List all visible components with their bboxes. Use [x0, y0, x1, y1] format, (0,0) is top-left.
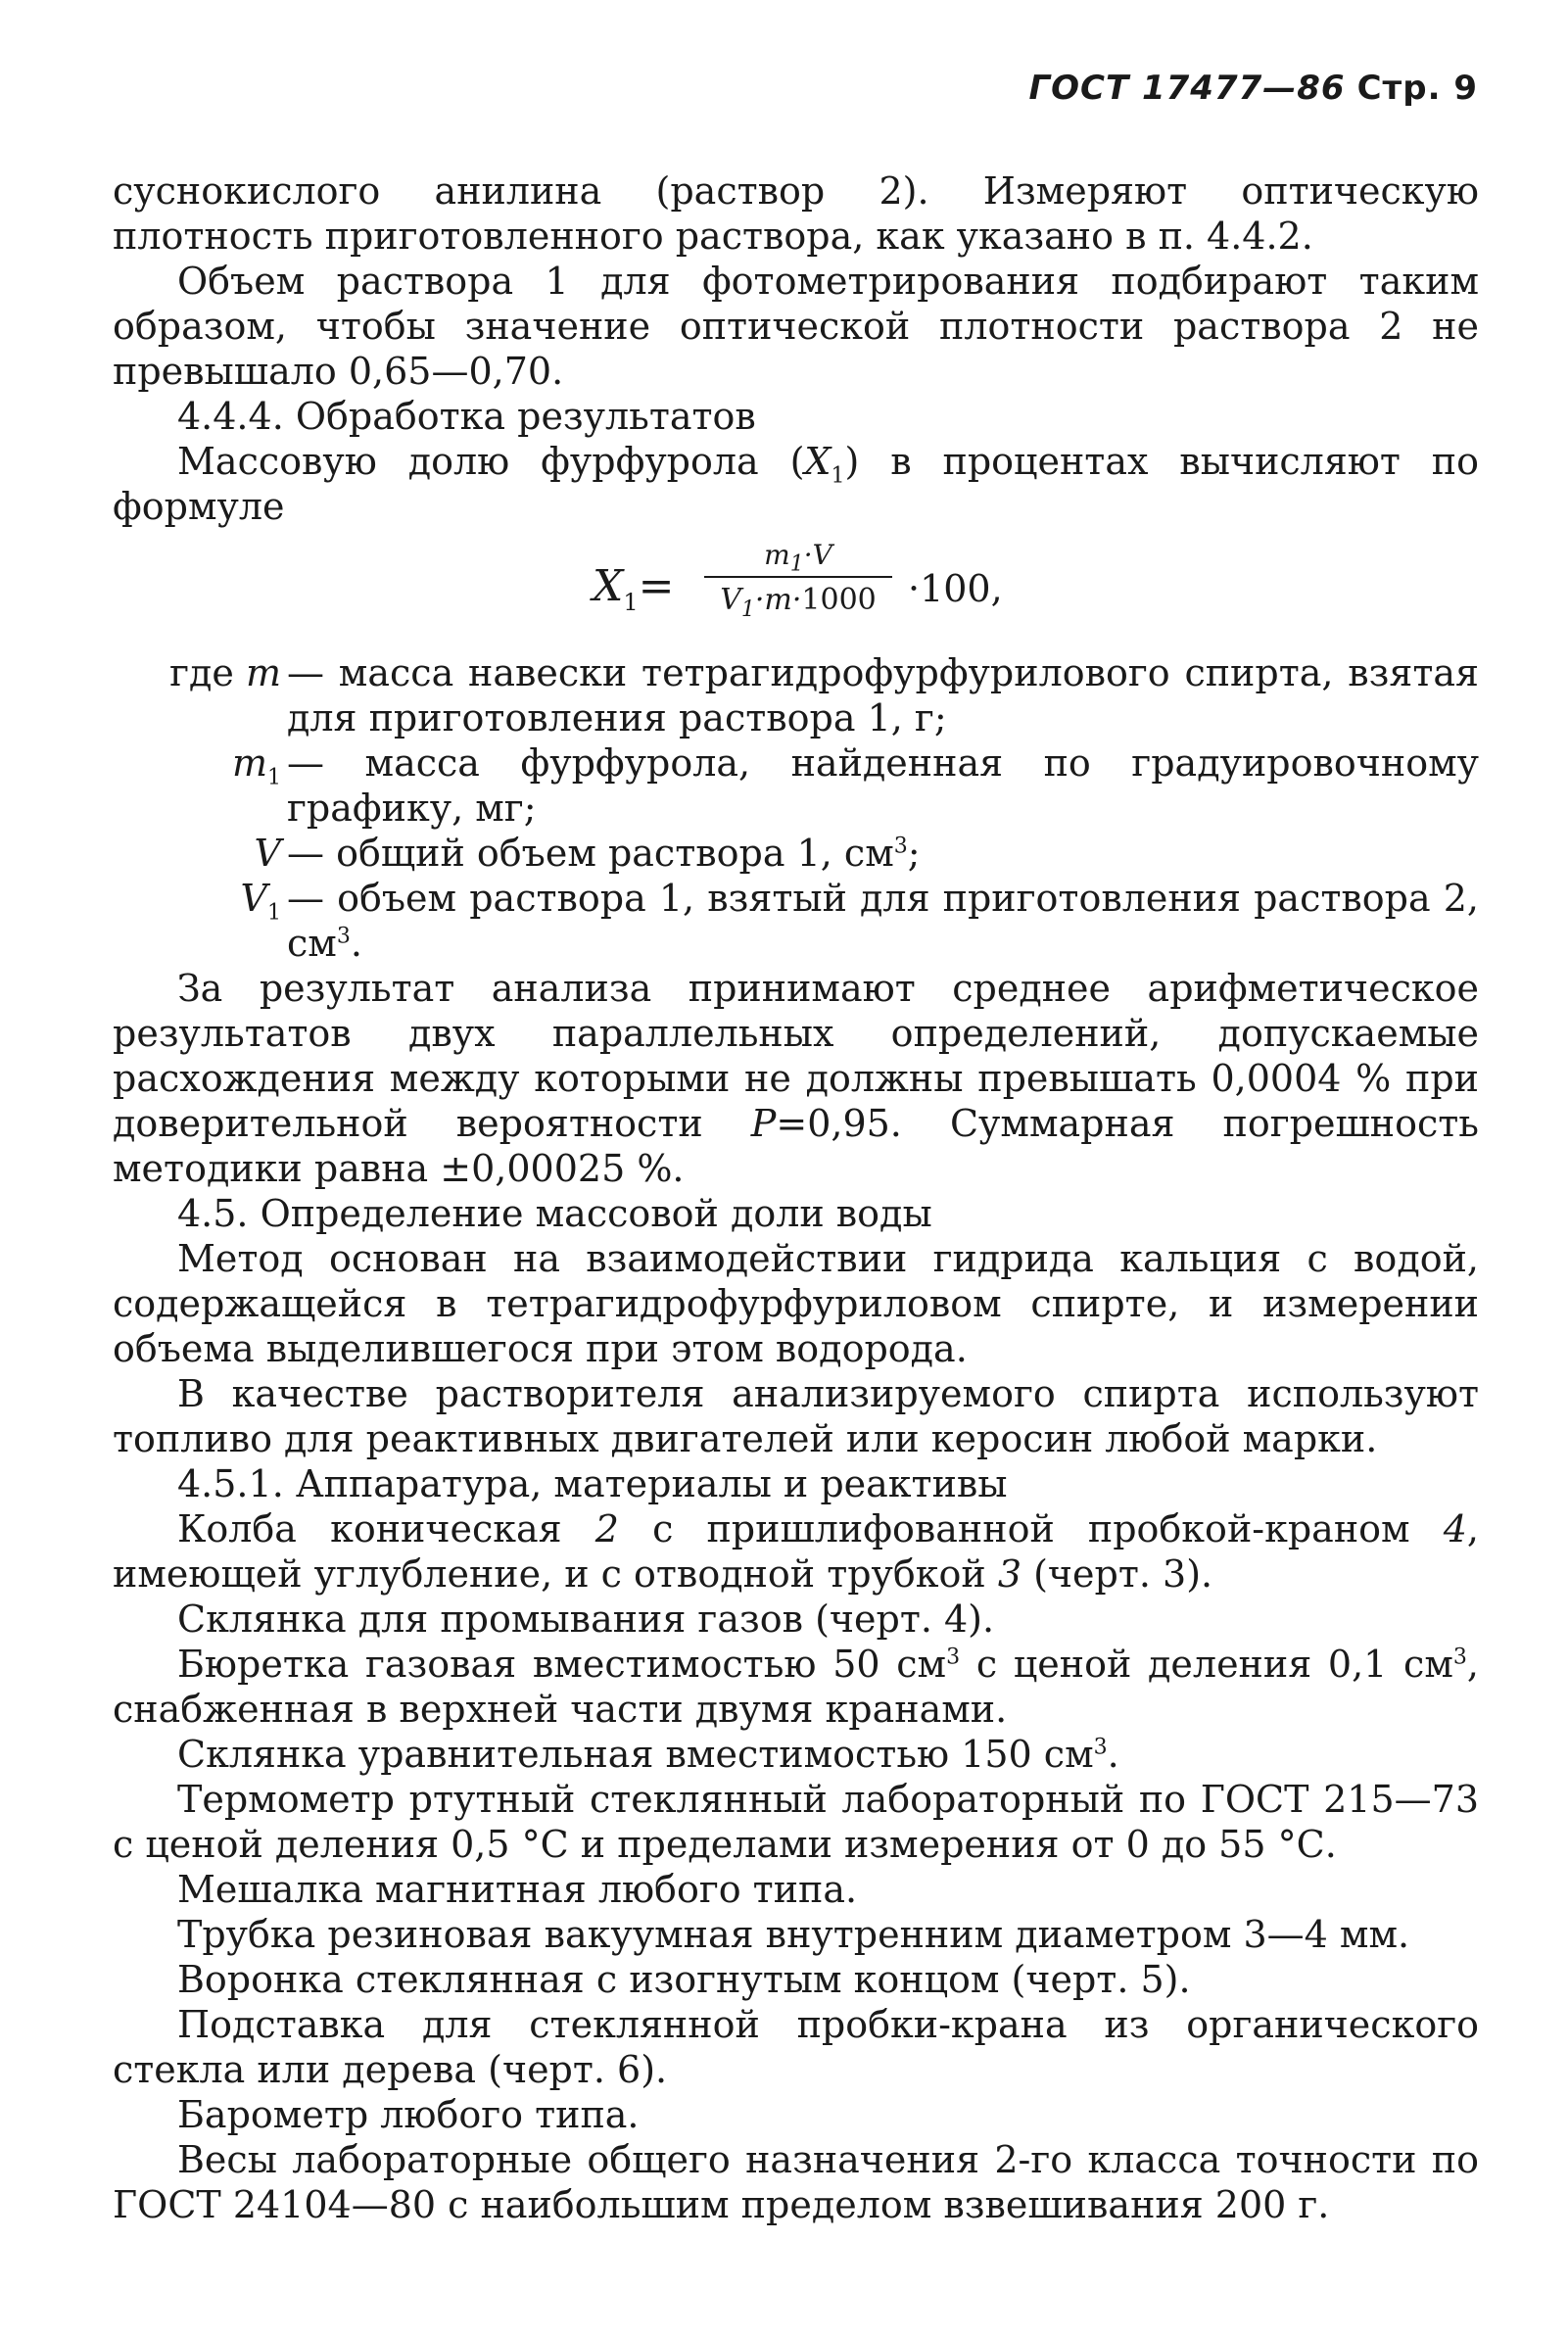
- formula-multiplier: ·100,: [908, 567, 1003, 610]
- page-number: Стр. 9: [1356, 69, 1478, 108]
- paragraph: Метод основан на взаимодействии гидрида кальция с водой, содержащейся в тетрагидрофурфуриловом спирте, и измерении объема выделившегося при этом водорода.: [113, 1237, 1479, 1370]
- definition-item: где m — масса навески тетрагидрофурфурилового спирта, взятая для приготовления раствора 1, г;: [169, 651, 1479, 739]
- paragraph: В качестве растворителя анализируемого спирта используют топливо для реактивных двигателей или керосин любой марки.: [113, 1372, 1479, 1460]
- section-heading: 4.4.4. Обработка результатов: [177, 395, 756, 438]
- paragraph: За результат анализа принимают среднее арифметическое результатов двух параллельных определений, допускаемые расхождения между которыми не должны превышать 0,0004 % при доверительной вероятности P=0,95. Суммарная погрешность методики равна ±0,00025 %.: [113, 967, 1479, 1190]
- paragraph: Трубка резиновая вакуумная внутренним диаметром 3—4 мм.: [177, 1913, 1410, 1956]
- paragraph: Склянка для промывания газов (черт. 4).: [177, 1598, 995, 1641]
- formula: [113, 535, 1479, 644]
- paragraph: Термометр ртутный стеклянный лабораторный по ГОСТ 215—73 с ценой деления 0,5 °С и пределами измерения от 0 до 55 °С.: [113, 1778, 1479, 1866]
- formula-fraction: [700, 535, 896, 622]
- definition-item: V — общий объем раствора 1, $см^3$;: [254, 832, 921, 875]
- paragraph: Бюретка газовая вместимостью 50 $см^3$ с ценой деления 0,1 $см^3$, снабженная в верхней части двумя кранами.: [113, 1643, 1479, 1731]
- section-heading: 4.5.1. Аппаратура, материалы и реактивы: [177, 1462, 1008, 1505]
- paragraph: Подставка для стеклянной пробки-крана из органического стекла или дерева (черт. 6).: [113, 2003, 1479, 2091]
- page-header: [1028, 69, 1478, 108]
- paragraph: Весы лабораторные общего назначения 2-го класса точности по ГОСТ 24104—80 с наибольшим пределом взвешивания 200 г.: [113, 2138, 1479, 2226]
- paragraph: суснокислого анилина (раствор 2). Измеряют оптическую плотность приготовленного раствора, как указано в п. 4.4.2.: [113, 169, 1479, 258]
- paragraph: Массовую долю фурфурола $(X_1)$ в процентах вычисляют по формуле: [113, 440, 1480, 528]
- section-heading: 4.5. Определение массовой доли воды: [177, 1192, 932, 1235]
- paragraph: Склянка уравнительная вместимостью 150 $см^3$.: [177, 1733, 1119, 1776]
- formula-numerator: $m_1\cdot V$: [764, 539, 832, 577]
- definition-item: $m_1$ — масса фурфурола, найденная по градуировочному графику, мг;: [231, 741, 1479, 830]
- paragraph: Колба коническая 2 с пришлифованной пробкой-краном 4, имеющей углубление, и с отводной трубкой 3 (черт. 3).: [113, 1507, 1479, 1596]
- paragraph: Мешалка магнитная любого типа.: [177, 1868, 858, 1911]
- paragraph: Барометр любого типа.: [177, 2093, 640, 2136]
- paragraph: Объем раствора 1 для фотометрирования подбирают таким образом, чтобы значение оптической плотности раствора 2 не превышало 0,65—0,70.: [113, 260, 1479, 393]
- formula-lhs: $X_1=$: [593, 561, 675, 616]
- formula-denominator: $V_1\cdot m\cdot 1000$: [720, 583, 877, 622]
- definition-item: $V_1$ — объем раствора 1, взятый для приготовления раствора 2, $см^3$.: [240, 877, 1479, 965]
- paragraph: Воронка стеклянная с изогнутым концом (черт. 5).: [177, 1958, 1191, 2001]
- variable-definitions: [113, 650, 1479, 966]
- body-text: [113, 168, 1479, 2227]
- standard-number: ГОСТ 17477—86: [1028, 69, 1346, 108]
